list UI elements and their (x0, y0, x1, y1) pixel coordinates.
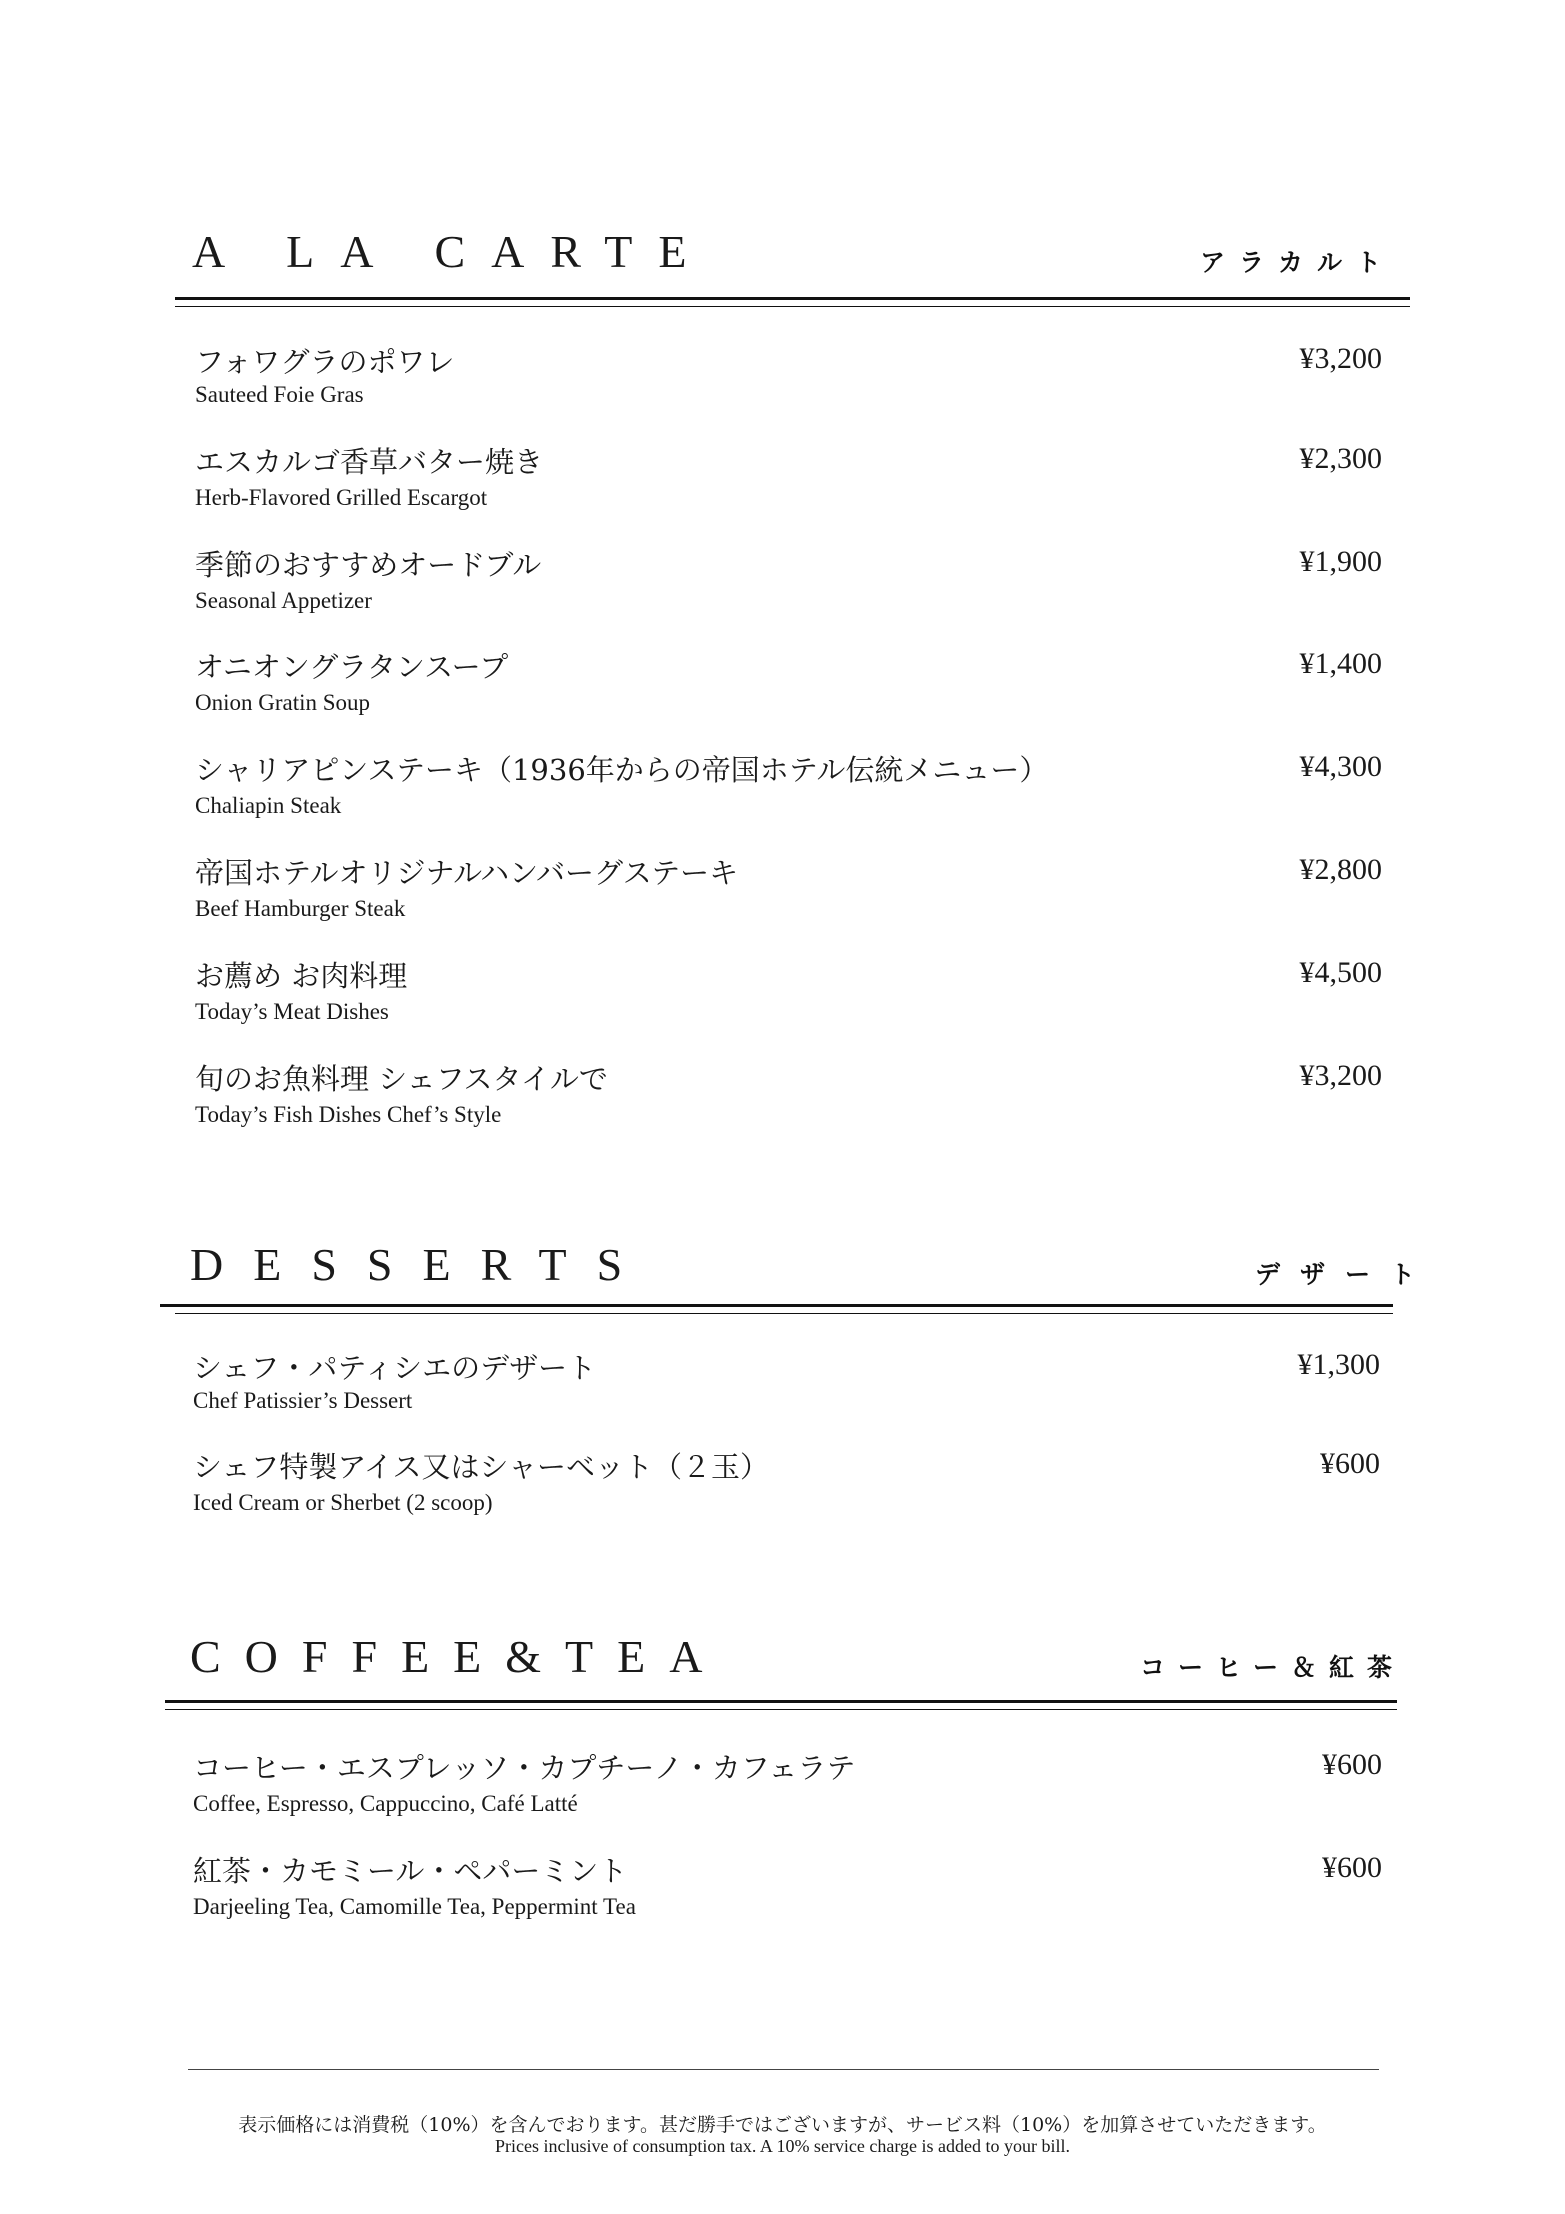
item-name-jp: オニオングラタンスープ (195, 650, 509, 684)
section-rule-thick (165, 1700, 1397, 1703)
list-item (0, 1346, 1565, 1446)
item-name-jp: シャリアピンステーキ（1936年からの帝国ホテル伝統メニュー） (195, 753, 1049, 787)
item-price: ¥4,300 (1299, 750, 1382, 783)
item-name-jp: コーヒー・エスプレッソ・カプチーノ・カフェラテ (193, 1751, 856, 1785)
section-title: DESSERTS (190, 1239, 653, 1290)
list-item (0, 851, 1565, 951)
section-title-jp: デザート (1255, 1260, 1436, 1289)
section-rule-thin (175, 306, 1410, 307)
item-price: ¥4,500 (1299, 956, 1382, 989)
item-name-jp: お薦め お肉料理 (195, 959, 408, 993)
section-rule-thin (165, 1709, 1397, 1710)
item-price: ¥3,200 (1299, 342, 1382, 375)
item-name-jp: 季節のおすすめオードブル (195, 548, 542, 582)
item-name-jp: シェフ・パティシエのデザート (193, 1351, 597, 1385)
item-price: ¥2,800 (1299, 853, 1382, 886)
list-item (0, 954, 1565, 1054)
list-item (0, 1849, 1565, 1949)
item-name-jp: シェフ特製アイス又はシャーベット（２玉） (193, 1450, 769, 1484)
item-name-en: Sauteed Foie Gras (195, 382, 364, 407)
item-price: ¥600 (1320, 1447, 1380, 1480)
section-title-jp: コーヒー＆紅茶 (1140, 1653, 1406, 1682)
footer-note-en: Prices inclusive of consumption tax. A 10% service charge is added to your bill. (494, 2136, 1071, 2156)
item-name-en: Chef Patissier’s Dessert (193, 1388, 413, 1413)
item-name-jp: フォワグラのポワレ (195, 345, 455, 379)
footer-note-jp: 表示価格には消費税（10%）を含んでおります。甚だ勝手ではございますが、サービス料（10%）を加算させていただきます。 (238, 2114, 1327, 2136)
list-item (0, 340, 1565, 440)
item-name-jp: 旬のお魚料理 シェフスタイルで (195, 1062, 608, 1096)
list-item (0, 440, 1565, 540)
section-title-jp: アラカルト (1200, 248, 1396, 277)
item-price: ¥600 (1322, 1748, 1382, 1781)
section-rule-thin (175, 1313, 1393, 1314)
item-name-jp: 帝国ホテルオリジナルハンバーグステーキ (195, 856, 739, 890)
item-price: ¥1,400 (1299, 647, 1382, 680)
section-rule-thick (160, 1304, 1393, 1307)
item-name-en: Iced Cream or Sherbet (2 scoop) (193, 1490, 493, 1515)
item-name-en: Herb-Flavored Grilled Escargot (195, 485, 488, 510)
section-title: COFFEE&TEA (190, 1631, 727, 1682)
item-price: ¥3,200 (1299, 1059, 1382, 1092)
item-name-en: Beef Hamburger Steak (195, 896, 406, 921)
item-name-en: Today’s Meat Dishes (195, 999, 389, 1024)
list-item (0, 1746, 1565, 1846)
item-name-en: Chaliapin Steak (195, 793, 342, 818)
item-name-jp: エスカルゴ香草バター焼き (195, 445, 544, 479)
item-name-en: Coffee, Espresso, Cappuccino, Café Latté (193, 1791, 578, 1816)
item-price: ¥600 (1322, 1851, 1382, 1884)
item-name-jp: 紅茶・カモミール・ペパーミント (193, 1854, 628, 1888)
footer-rule (188, 2069, 1379, 2070)
item-name-en: Onion Gratin Soup (195, 690, 371, 715)
list-item (0, 543, 1565, 643)
item-price: ¥1,900 (1299, 545, 1382, 578)
item-price: ¥2,300 (1299, 442, 1382, 475)
list-item (0, 1057, 1565, 1157)
section-rule-thick (175, 297, 1410, 300)
section-title: A LA CARTE (192, 226, 713, 277)
item-name-en: Today’s Fish Dishes Chef’s Style (195, 1102, 502, 1127)
list-item (0, 645, 1565, 745)
item-price: ¥1,300 (1297, 1348, 1380, 1381)
list-item (0, 748, 1565, 848)
item-name-en: Darjeeling Tea, Camomille Tea, Peppermint Tea (193, 1894, 636, 1919)
list-item (0, 1445, 1565, 1545)
item-name-en: Seasonal Appetizer (195, 588, 372, 613)
